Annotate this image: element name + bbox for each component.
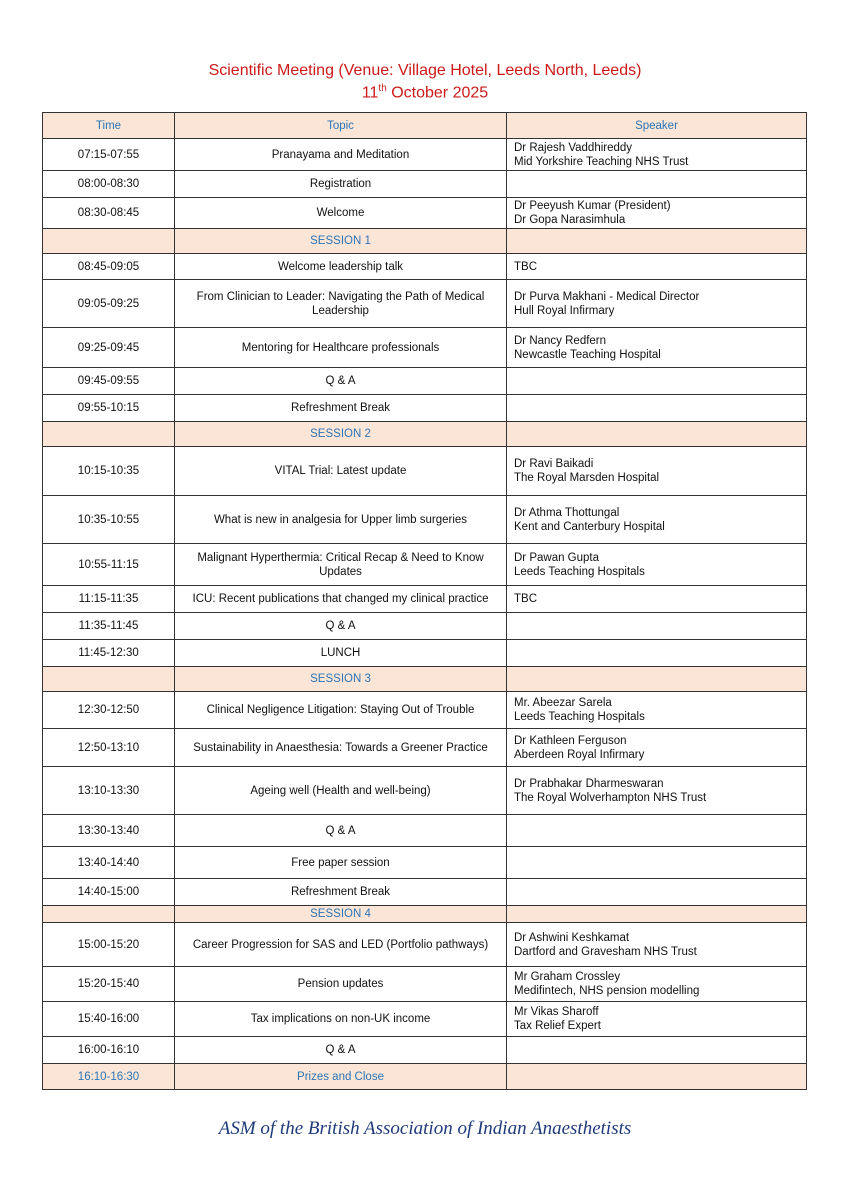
speaker-cell	[507, 1064, 807, 1090]
time-cell: 11:35-11:45	[43, 613, 175, 640]
speaker-cell	[507, 967, 807, 1002]
speaker-affiliation: Aberdeen Royal Infirmary	[514, 748, 645, 761]
topic-cell: Q & A	[175, 368, 507, 395]
speaker-cell	[507, 422, 807, 447]
time-cell: 15:20-15:40	[43, 967, 175, 1002]
session-label: SESSION 1	[175, 229, 507, 254]
speaker-affiliation: Newcastle Teaching Hospital	[514, 348, 661, 361]
topic-cell: Mentoring for Healthcare professionals	[175, 328, 507, 368]
session-label: SESSION 4	[175, 906, 507, 923]
time-cell: 08:30-08:45	[43, 198, 175, 229]
time-cell: 10:15-10:35	[43, 447, 175, 496]
speaker-name: Mr Graham Crossley	[514, 971, 621, 983]
time-cell: 12:50-13:10	[43, 729, 175, 767]
speaker-cell	[507, 171, 807, 198]
topic-cell: Q & A	[175, 815, 507, 847]
topic-cell: Welcome	[175, 198, 507, 229]
time-cell: 13:30-13:40	[43, 815, 175, 847]
speaker-affiliation: Hull Royal Infirmary	[514, 304, 615, 317]
table-row	[43, 198, 807, 229]
speaker-cell	[507, 496, 807, 544]
speaker-name: Dr Ashwini Keshkamat	[514, 931, 630, 944]
topic-cell: VITAL Trial: Latest update	[175, 447, 507, 496]
speaker-cell	[507, 1037, 807, 1064]
topic-cell: Free paper session	[175, 847, 507, 879]
speaker-name: Dr Nancy Redfern	[514, 334, 607, 347]
table-row	[43, 692, 807, 729]
time-cell	[43, 667, 175, 692]
time-cell: 14:40-15:00	[43, 879, 175, 906]
speaker-affiliation: Kent and Canterbury Hospital	[514, 520, 665, 533]
speaker-affiliation: Dartford and Gravesham NHS Trust	[514, 945, 697, 958]
speaker-name: TBC	[514, 260, 537, 273]
session-row	[43, 906, 807, 923]
time-cell: 15:00-15:20	[43, 923, 175, 967]
speaker-cell	[507, 923, 807, 967]
topic-cell: Tax implications on non-UK income	[175, 1002, 507, 1037]
speaker-name: Dr Rajesh Vaddhireddy	[514, 141, 633, 154]
time-cell: 16:00-16:10	[43, 1037, 175, 1064]
speaker-cell	[507, 729, 807, 767]
topic-cell: ICU: Recent publications that changed my clinical practice	[175, 586, 507, 613]
topic-cell: What is new in analgesia for Upper limb surgeries	[175, 496, 507, 544]
speaker-cell	[507, 815, 807, 847]
time-cell: 09:55-10:15	[43, 395, 175, 422]
date-day: 11	[361, 84, 379, 102]
speaker-cell	[507, 544, 807, 586]
time-cell	[43, 422, 175, 447]
footer-organisation: ASM of the British Association of Indian Anaesthetists	[218, 1118, 632, 1139]
time-cell: 08:00-08:30	[43, 171, 175, 198]
speaker-cell	[507, 139, 807, 171]
speaker-cell	[507, 613, 807, 640]
speaker-affiliation: Leeds Teaching Hospitals	[514, 565, 645, 578]
date-suffix: th	[378, 83, 387, 94]
speaker-name: Dr Ravi Baikadi	[514, 458, 594, 470]
time-cell: 13:40-14:40	[43, 847, 175, 879]
table-row	[43, 586, 807, 613]
session-label: Prizes and Close	[175, 1064, 507, 1090]
speaker-affiliation: Dr Gopa Narasimhula	[514, 214, 626, 226]
time-column-header: Time	[43, 113, 175, 139]
table-row	[43, 1037, 807, 1064]
time-cell: 11:45-12:30	[43, 640, 175, 667]
speaker-affiliation: The Royal Marsden Hospital	[514, 472, 660, 484]
speaker-affiliation: Leeds Teaching Hospitals	[514, 711, 645, 723]
speaker-name: Mr. Abeezar Sarela	[514, 697, 612, 709]
table-row	[43, 328, 807, 368]
time-cell: 11:15-11:35	[43, 586, 175, 613]
speaker-cell	[507, 640, 807, 667]
time-cell: 16:10-16:30	[43, 1064, 175, 1090]
table-row	[43, 613, 807, 640]
table-row	[43, 447, 807, 496]
table-row	[43, 767, 807, 815]
speaker-affiliation: Tax Relief Expert	[514, 1020, 601, 1032]
time-cell: 09:25-09:45	[43, 328, 175, 368]
topic-cell: LUNCH	[175, 640, 507, 667]
time-cell: 08:45-09:05	[43, 254, 175, 280]
table-row	[43, 139, 807, 171]
session-label: SESSION 3	[175, 667, 507, 692]
agenda-body	[43, 139, 807, 1090]
speaker-name: Mr Vikas Sharoff	[514, 1006, 599, 1018]
speaker-cell	[507, 447, 807, 496]
table-row	[43, 967, 807, 1002]
table-header-row	[43, 113, 807, 139]
speaker-cell	[507, 280, 807, 328]
topic-cell: Malignant Hyperthermia: Critical Recap & Need to Know Updates	[175, 544, 507, 586]
speaker-column-header: Speaker	[507, 113, 807, 139]
speaker-cell	[507, 586, 807, 613]
speaker-cell	[507, 692, 807, 729]
table-row	[43, 879, 807, 906]
table-row	[43, 923, 807, 967]
speaker-name: Dr Purva Makhani - Medical Director	[514, 290, 700, 303]
time-cell: 09:05-09:25	[43, 280, 175, 328]
topic-cell: From Clinician to Leader: Navigating the Path of Medical Leadership	[175, 280, 507, 328]
speaker-cell	[507, 906, 807, 923]
table-row	[43, 729, 807, 767]
speaker-cell	[507, 395, 807, 422]
time-cell: 09:45-09:55	[43, 368, 175, 395]
time-cell: 07:15-07:55	[43, 139, 175, 171]
table-row	[43, 1002, 807, 1037]
page-title: Scientific Meeting (Venue: Village Hotel, Leeds North, Leeds)	[208, 62, 642, 79]
topic-cell: Clinical Negligence Litigation: Staying Out of Trouble	[175, 692, 507, 729]
speaker-cell	[507, 847, 807, 879]
table-row	[43, 280, 807, 328]
table-row	[43, 544, 807, 586]
table-row	[43, 368, 807, 395]
table-row	[43, 847, 807, 879]
topic-cell: Ageing well (Health and well-being)	[175, 767, 507, 815]
topic-cell: Sustainability in Anaesthesia: Towards a Greener Practice	[175, 729, 507, 767]
topic-cell: Refreshment Break	[175, 395, 507, 422]
table-row	[43, 496, 807, 544]
speaker-cell	[507, 879, 807, 906]
speaker-affiliation: The Royal Wolverhampton NHS Trust	[514, 791, 707, 804]
topic-cell: Pranayama and Meditation	[175, 139, 507, 171]
time-cell: 13:10-13:30	[43, 767, 175, 815]
session-row	[43, 1064, 807, 1090]
topic-cell: Q & A	[175, 1037, 507, 1064]
speaker-name: Dr Kathleen Ferguson	[514, 734, 627, 747]
speaker-cell	[507, 229, 807, 254]
speaker-cell	[507, 767, 807, 815]
table-row	[43, 171, 807, 198]
speaker-cell	[507, 254, 807, 280]
time-cell: 10:55-11:15	[43, 544, 175, 586]
topic-cell: Refreshment Break	[175, 879, 507, 906]
speaker-affiliation: Medifintech, NHS pension modelling	[514, 985, 700, 997]
topic-cell: Registration	[175, 171, 507, 198]
topic-cell: Career Progression for SAS and LED (Portfolio pathways)	[175, 923, 507, 967]
speaker-name: Dr Pawan Gupta	[514, 551, 600, 564]
time-cell: 12:30-12:50	[43, 692, 175, 729]
session-row	[43, 229, 807, 254]
speaker-name: TBC	[514, 593, 537, 605]
session-row	[43, 422, 807, 447]
agenda-table	[42, 112, 807, 1090]
speaker-affiliation: Mid Yorkshire Teaching NHS Trust	[514, 155, 689, 168]
speaker-cell	[507, 667, 807, 692]
session-label: SESSION 2	[175, 422, 507, 447]
date-month-year: October 2025	[386, 84, 489, 102]
speaker-cell	[507, 198, 807, 229]
session-row	[43, 667, 807, 692]
meeting-date	[0, 83, 850, 102]
table-row	[43, 640, 807, 667]
speaker-cell	[507, 368, 807, 395]
table-row	[43, 254, 807, 280]
topic-cell: Pension updates	[175, 967, 507, 1002]
speaker-cell	[507, 328, 807, 368]
topic-cell: Q & A	[175, 613, 507, 640]
speaker-cell	[507, 1002, 807, 1037]
speaker-name: Dr Prabhakar Dharmeswaran	[514, 777, 664, 790]
time-cell	[43, 906, 175, 923]
topic-column-header: Topic	[175, 113, 507, 139]
time-cell: 15:40-16:00	[43, 1002, 175, 1037]
time-cell	[43, 229, 175, 254]
table-row	[43, 395, 807, 422]
time-cell: 10:35-10:55	[43, 496, 175, 544]
speaker-name: Dr Athma Thottungal	[514, 506, 620, 519]
table-row	[43, 815, 807, 847]
speaker-name: Dr Peeyush Kumar (President)	[514, 200, 671, 212]
topic-cell: Welcome leadership talk	[175, 254, 507, 280]
